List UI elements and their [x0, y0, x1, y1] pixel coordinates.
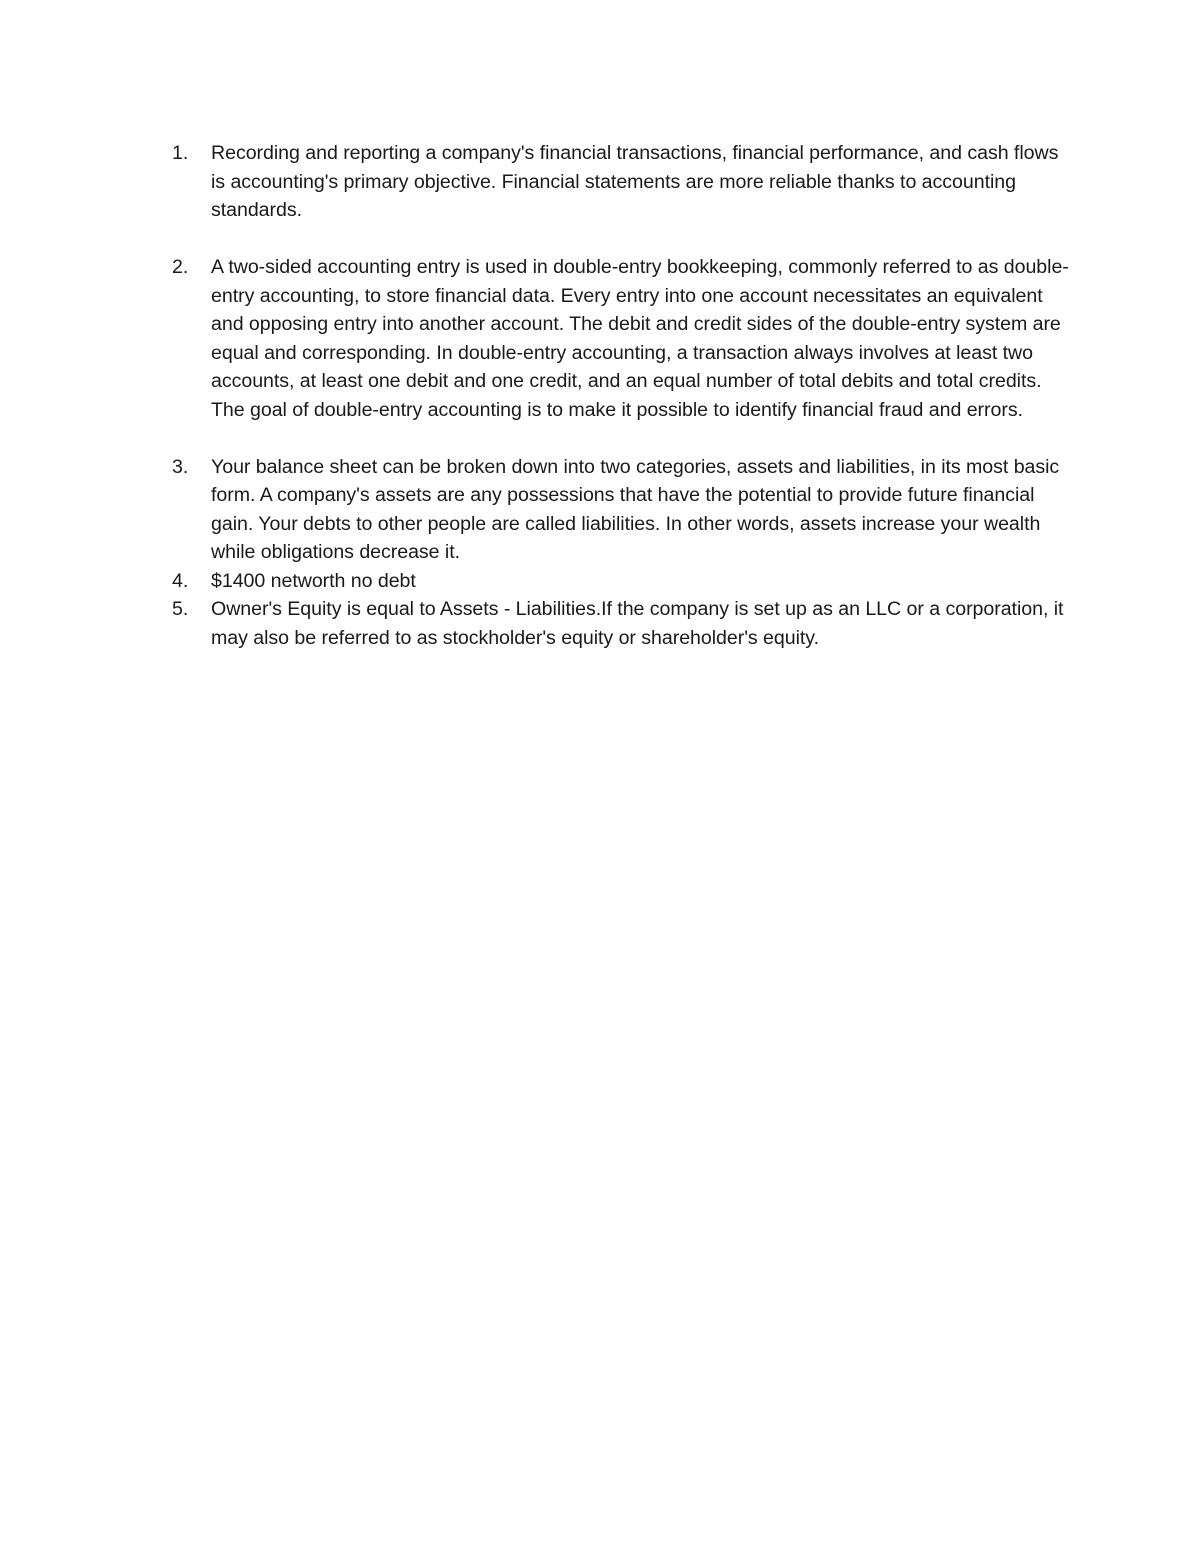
numbered-list — [172, 139, 1072, 652]
list-item — [172, 139, 1072, 225]
list-item — [172, 595, 1072, 652]
list-item-number: 1. — [172, 142, 189, 164]
list-item-number: 3. — [172, 455, 189, 478]
list-item-text: A two-sided accounting entry is used in double-entry bookkeeping, commonly referred to as double-entry accounting, to store financial data. Every entry into one account necessitates an equivalent and opposing entry into another account. The debit and credit sides of the double-entry system are equal and corresponding. In double-entry accounting, a transaction always involves at least two accounts, at least one debit and one credit, and an equal number of total debits and total credits. The goal of double-entry accounting is to make it possible to identify financial fraud and errors. — [211, 256, 1069, 421]
list-item-text: Your balance sheet can be broken down into two categories, assets and liabilities, in its most basic form. A company's assets are any possessions that have the potential to provide future financial gain. Your debts to other people are called liabilities. In other words, assets increase your wealth while obligations decrease it. — [211, 455, 1065, 563]
list-item-text: Recording and reporting a company's financial transactions, financial performance, and cash flows is accounting's primary objective. Financial statements are more reliable thanks to accounting standards. — [211, 142, 1064, 221]
list-item — [172, 567, 1072, 596]
list-item-number: 5. — [172, 598, 189, 620]
list-item-text: $1400 networth no debt — [211, 569, 416, 592]
list-item-text: Owner's Equity is equal to Assets - Liabilities.If the company is set up as an LLC or a corporation, it may also be referred to as stockholder's equity or shareholder's equity. — [211, 598, 1069, 649]
list-item-number: 4. — [172, 569, 189, 592]
list-item-number: 2. — [172, 256, 189, 278]
list-item — [172, 253, 1072, 424]
list-item — [172, 453, 1072, 567]
